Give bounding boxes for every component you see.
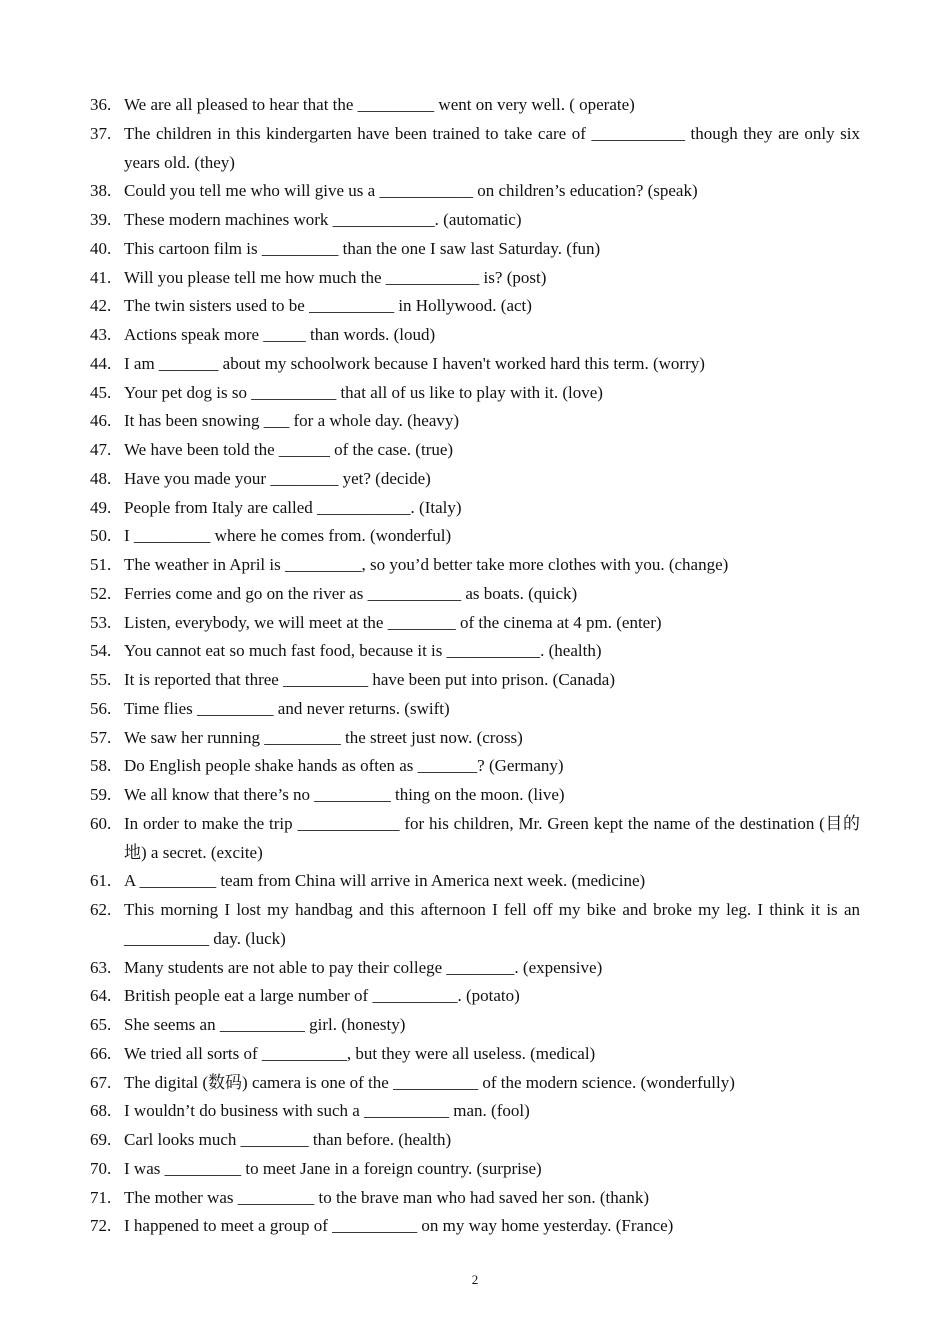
question-number: 71.: [90, 1187, 112, 1207]
question-number: 57.: [90, 727, 112, 747]
question-text: We tried all sorts of __________, but they were all useless. (medical): [124, 1043, 596, 1063]
question-item: [90, 1212, 860, 1241]
question-item: [90, 609, 860, 638]
question-item: [90, 781, 860, 810]
question-item: [90, 379, 860, 408]
question-text: These modern machines work ____________. (automatic): [124, 210, 522, 229]
question-number: 58.: [90, 756, 112, 776]
question-item: [90, 206, 860, 235]
question-number: 65.: [90, 1015, 112, 1034]
question-number: 43.: [90, 325, 112, 344]
question-item: [90, 321, 860, 350]
question-number: 50.: [90, 526, 112, 546]
question-number: 66.: [90, 1043, 112, 1063]
question-list: [90, 91, 860, 1241]
question-text: I _________ where he comes from. (wonderful): [124, 526, 452, 546]
question-item: [90, 752, 860, 781]
question-text: Time flies _________ and never returns. (swift): [124, 698, 450, 718]
question-item: [90, 551, 860, 580]
question-text: The weather in April is _________, so you’d better take more clothes with you. (change): [124, 555, 729, 574]
question-text: This cartoon film is _________ than the one I saw last Saturday. (fun): [124, 238, 601, 258]
question-number: 36.: [90, 95, 112, 114]
question-number: 59.: [90, 785, 112, 804]
question-number: 62.: [90, 900, 112, 919]
question-text: The mother was _________ to the brave man who had saved her son. (thank): [124, 1187, 649, 1207]
question-text: Have you made your ________ yet? (decide): [124, 468, 431, 488]
question-number: 72.: [90, 1216, 112, 1236]
question-item: [90, 1097, 860, 1126]
question-item: [90, 896, 860, 954]
question-text: I am _______ about my schoolwork because I haven't worked hard this term. (worry): [124, 353, 705, 373]
question-number: 70.: [90, 1158, 112, 1178]
question-text: Your pet dog is so __________ that all of us like to play with it. (love): [124, 382, 603, 402]
question-number: 38.: [90, 181, 112, 201]
question-text: Ferries come and go on the river as ___________ as boats. (quick): [124, 583, 578, 603]
question-text: We are all pleased to hear that the _________ went on very well. ( operate): [124, 95, 635, 114]
question-number: 55.: [90, 670, 112, 689]
question-item: [90, 1126, 860, 1155]
question-item: [90, 637, 860, 666]
question-text: Actions speak more _____ than words. (loud): [124, 325, 436, 344]
question-text: We saw her running _________ the street just now. (cross): [124, 727, 523, 747]
question-item: [90, 522, 860, 551]
question-number: 47.: [90, 440, 112, 459]
question-number: 64.: [90, 986, 112, 1006]
question-item: [90, 292, 860, 321]
question-item: [90, 235, 860, 264]
question-item: [90, 695, 860, 724]
question-text: Do English people shake hands as often as _______? (Germany): [124, 756, 564, 776]
question-text: British people eat a large number of __________. (potato): [124, 986, 520, 1006]
question-item: [90, 724, 860, 753]
question-item: [90, 580, 860, 609]
question-item: [90, 982, 860, 1011]
question-item: [90, 1184, 860, 1213]
question-number: 53.: [90, 612, 112, 632]
question-item: [90, 666, 860, 695]
question-number: 39.: [90, 210, 112, 229]
question-text: The children in this kindergarten have been trained to take care of ___________ though they are only six years old. (they): [124, 123, 860, 172]
question-text: We all know that there’s no _________ thing on the moon. (live): [124, 785, 565, 804]
question-number: 45.: [90, 382, 112, 402]
question-number: 41.: [90, 267, 112, 287]
question-text: The twin sisters used to be __________ in Hollywood. (act): [124, 296, 532, 316]
question-number: 40.: [90, 238, 112, 258]
question-number: 56.: [90, 698, 112, 718]
question-item: [90, 91, 860, 120]
question-number: 49.: [90, 497, 112, 517]
question-text: The digital (数码) camera is one of the __________ of the modern science. (wonderfully): [124, 1072, 735, 1092]
question-text: This morning I lost my handbag and this afternoon I fell off my bike and broke my leg. I think it is an __________ day. (luck): [124, 900, 860, 948]
question-number: 60.: [90, 813, 112, 833]
question-item: [90, 120, 860, 178]
question-number: 51.: [90, 555, 112, 574]
question-number: 54.: [90, 641, 112, 661]
question-text: In order to make the trip ____________ for his children, Mr. Green kept the name of the destination (目的地) a secret. (excite): [124, 813, 860, 862]
question-number: 44.: [90, 353, 112, 373]
question-item: [90, 954, 860, 983]
question-item: [90, 465, 860, 494]
question-number: 69.: [90, 1130, 112, 1149]
question-item: [90, 264, 860, 293]
question-number: 68.: [90, 1101, 112, 1121]
question-item: [90, 1155, 860, 1184]
question-item: [90, 1069, 860, 1098]
question-number: 46.: [90, 411, 112, 431]
page-number: 2: [471, 1272, 479, 1287]
question-number: 61.: [90, 871, 112, 891]
question-item: [90, 867, 860, 896]
question-item: [90, 494, 860, 523]
question-text: Carl looks much ________ than before. (health): [124, 1130, 452, 1149]
question-item: [90, 1011, 860, 1040]
question-text: A _________ team from China will arrive in America next week. (medicine): [124, 871, 646, 891]
question-number: 67.: [90, 1072, 112, 1092]
question-text: Many students are not able to pay their college ________. (expensive): [124, 957, 603, 977]
question-text: Listen, everybody, we will meet at the ________ of the cinema at 4 pm. (enter): [124, 612, 662, 632]
question-text: It has been snowing ___ for a whole day. (heavy): [124, 411, 460, 431]
question-item: [90, 177, 860, 206]
question-text: We have been told the ______ of the case. (true): [124, 440, 454, 459]
question-item: [90, 436, 860, 465]
question-text: I was _________ to meet Jane in a foreign country. (surprise): [124, 1158, 542, 1178]
question-text: I wouldn’t do business with such a __________ man. (fool): [124, 1101, 530, 1121]
question-text: People from Italy are called ___________. (Italy): [124, 497, 462, 517]
question-number: 63.: [90, 957, 112, 977]
question-number: 52.: [90, 583, 112, 603]
question-number: 48.: [90, 468, 112, 488]
question-text: I happened to meet a group of __________ on my way home yesterday. (France): [124, 1216, 674, 1236]
question-number: 42.: [90, 296, 112, 316]
question-item: [90, 810, 860, 868]
question-text: It is reported that three __________ have been put into prison. (Canada): [124, 670, 615, 689]
question-item: [90, 350, 860, 379]
question-item: [90, 407, 860, 436]
question-text: Could you tell me who will give us a ___________ on children’s education? (speak): [124, 181, 698, 201]
question-item: [90, 1040, 860, 1069]
question-number: 37.: [90, 123, 112, 143]
question-text: She seems an __________ girl. (honesty): [124, 1015, 406, 1034]
question-text: Will you please tell me how much the ___________ is? (post): [124, 267, 547, 287]
question-text: You cannot eat so much fast food, because it is ___________. (health): [124, 641, 602, 661]
